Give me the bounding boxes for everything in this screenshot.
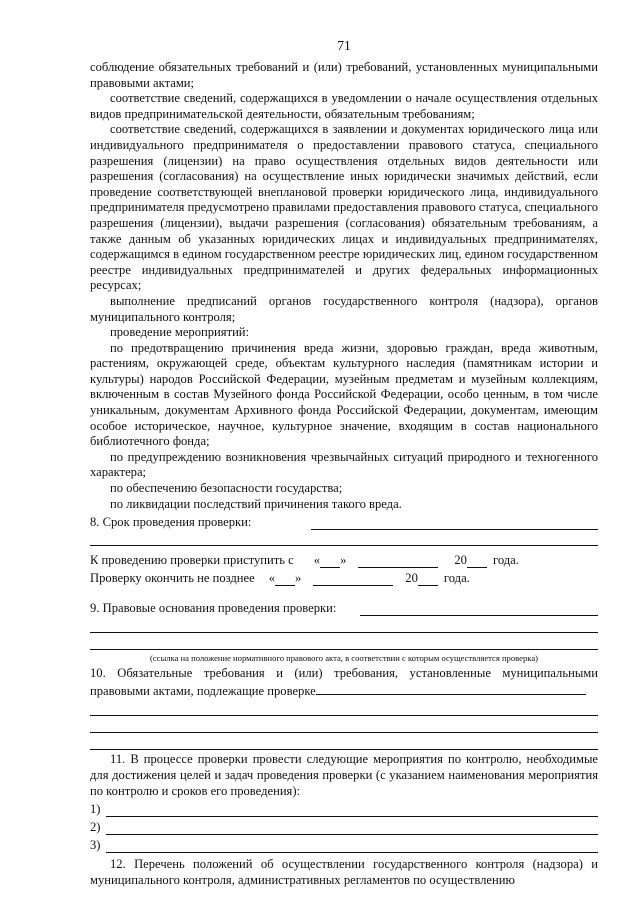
section11-text: 11. В процессе проверки провести следующие мероприятия по контролю, необходимые для достижения целей и задач проведения проверки (с указанием наименования мероприятия по контролю и сроков его проведения): — [90, 752, 598, 798]
section10-field[interactable] — [316, 682, 586, 695]
end-year-suffix: года. — [443, 570, 470, 585]
paragraph-measures: проведение мероприятий: — [110, 325, 250, 340]
section10-text — [90, 666, 598, 699]
paragraph-application: соответствие сведений, содержащихся в заявлении и документах юридического лица или индивидуального предпринимателя о предоставлении правового статуса, специального разрешения (лицензии) на право осуществления отдельных видов деятельности или разрешения (согласования) на осуществление иных юридически значимых действий, если проведение соответствующей внеплановой проверки юридического лица, индивидуального предпринимателя предусмотрено правилами предоставления правового статуса, специального разрешения (лицензии), выдачи разрешения (согласования) обязательным требованиям, а также данным об указанных юридических лицах и индивидуальных предпринимателях, содержащимся в едином государственном реестре юридических лиц, едином государственном реестре индивидуальных предпринимателей и других федеральных информационных ресурсах; — [90, 122, 598, 293]
section11-item-1 — [90, 799, 598, 817]
section10-line-3[interactable] — [90, 720, 598, 733]
end-date-label: Проверку окончить не позднее — [90, 570, 255, 585]
section11-item-2-field[interactable] — [106, 822, 598, 835]
end-year-field[interactable] — [418, 573, 438, 586]
start-date-row — [90, 550, 598, 568]
paragraph-prescriptions: выполнение предписаний органов государственного контроля (надзора), органов муниципального контроля; — [90, 293, 598, 324]
section9-row — [90, 598, 598, 616]
section11-item-2 — [90, 817, 598, 835]
item-number-2: 2) — [90, 819, 101, 834]
section12-text: 12. Перечень положений об осуществлении государственного контроля (надзора) и муниципального контроля, административных регламентов по осуществлению — [90, 857, 598, 887]
section8-extra-line[interactable] — [90, 533, 598, 546]
paragraph-notification: соответствие сведений, содержащихся в уведомлении о начале осуществления отдельных видов предпринимательской деятельности, обязательным требованиям; — [90, 91, 598, 121]
section8-field[interactable] — [311, 517, 598, 530]
section8-row — [90, 512, 598, 530]
end-date-row — [90, 568, 598, 586]
start-year-field[interactable] — [467, 555, 487, 568]
start-month-field[interactable] — [358, 555, 438, 568]
section9-line-2[interactable] — [90, 620, 598, 633]
end-month-field[interactable] — [313, 573, 393, 586]
start-year-prefix: 20 — [454, 552, 467, 567]
paragraph-emergency: по предупреждению возникновения чрезвычайных ситуаций природного и техногенного характера; — [90, 449, 598, 480]
section10-line-2[interactable] — [90, 703, 598, 716]
document-body — [90, 60, 598, 888]
section9-caption: (ссылка на положение нормативного правового акта, в соответствии с которым осуществляется проверка) — [149, 653, 538, 664]
paragraph-state-security: по обеспечению безопасности государства; — [110, 481, 343, 496]
end-quote-open: « — [268, 570, 275, 585]
section8-label: 8. Срок проведения проверки: — [90, 514, 252, 529]
end-year-prefix: 20 — [405, 570, 418, 585]
item-number-3: 3) — [90, 837, 101, 852]
section9-label: 9. Правовые основания проведения проверки: — [90, 600, 337, 615]
section10-label: 10. Обязательные требования и (или) требования, установленные муниципальными правовыми актами, подлежащие проверке — [90, 666, 598, 698]
end-day-field[interactable] — [275, 573, 295, 586]
start-date-label: К проведению проверки приступить с — [90, 552, 294, 567]
end-quote-close: » — [295, 570, 302, 585]
section11-item-3-field[interactable] — [106, 840, 598, 853]
start-day-field[interactable] — [320, 555, 340, 568]
section11-item-1-field[interactable] — [106, 804, 598, 817]
start-year-suffix: года. — [492, 552, 519, 567]
section9-field[interactable] — [360, 603, 598, 616]
paragraph-liquidation: по ликвидации последствий причинения такого вреда. — [110, 496, 402, 511]
section10-line-4[interactable] — [90, 737, 598, 750]
section9-line-3[interactable] — [90, 637, 598, 650]
item-number-1: 1) — [90, 801, 101, 816]
start-quote-open: « — [313, 552, 321, 567]
section11-item-3 — [90, 835, 598, 853]
start-quote-close: » — [340, 552, 347, 567]
page-number: 71 — [337, 38, 351, 53]
paragraph-prevent-harm: по предотвращению причинения вреда жизни, здоровью граждан, вреда животным, растениям, окружающей среде, объектам культурного наследия (памятникам истории и культуры) народов Российской Федерации, музейным предметам и музейным коллекциям, включенным в состав Музейного фонда Российской Федерации, особо ценным, в том числе уникальным, документам Архивного фонда Российской Федерации, документам, имеющим особое историческое, научное, культурное значение, входящим в состав национального библиотечного фонда; — [90, 340, 598, 449]
paragraph-compliance: соблюдение обязательных требований и (или) требований, установленных муниципальными правовыми актами; — [90, 60, 598, 90]
